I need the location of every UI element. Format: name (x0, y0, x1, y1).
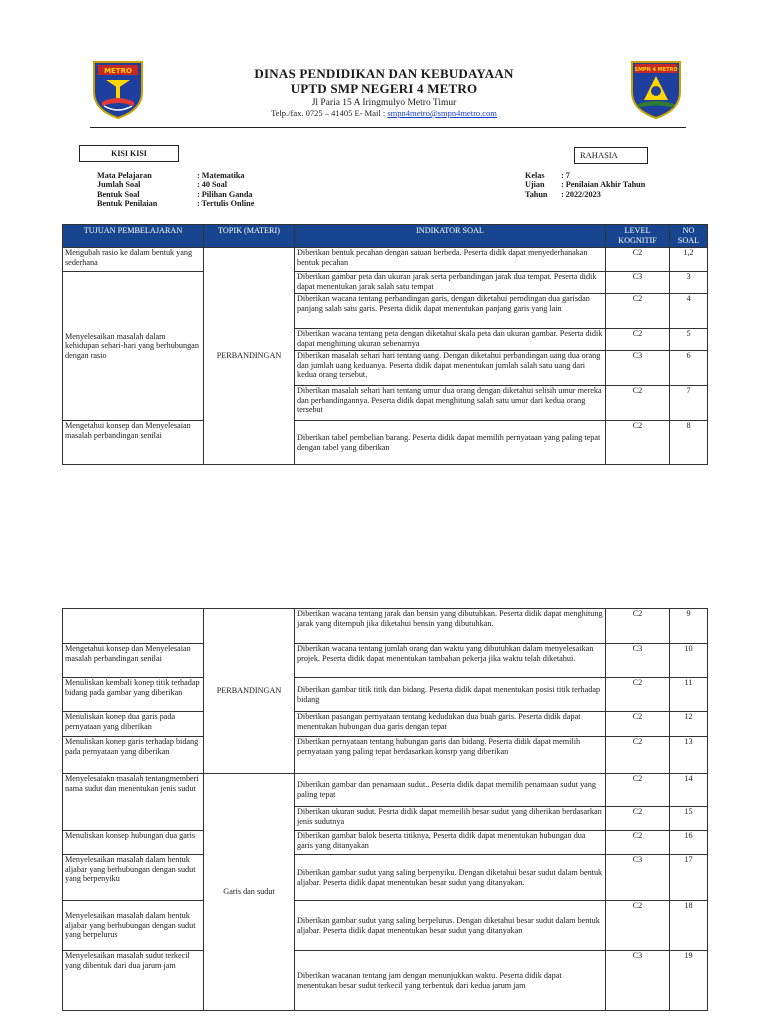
no-cell: 19 (670, 951, 708, 1011)
indikator-cell: Diberikan gambar peta dan ukuran jarak serta perbandingan jarak dua tempat. Peserta didik dapat menentukan jarak salah satu tempat (295, 272, 606, 294)
svg-text:SMPN 4 METRO: SMPN 4 METRO (634, 67, 678, 73)
indikator-cell: Diberikan gambar titik titik dan bidang. Peserta didik dapat menentukan posisi titik terhadap bidang (295, 678, 606, 712)
level-cell: C2 (606, 831, 670, 855)
tujuan-cell: Menyelesaikan masalah sudut terkecil yang dibentuk dari dua jarum jam (63, 951, 204, 1011)
level-cell: C3 (606, 272, 670, 294)
level-cell: C2 (606, 807, 670, 831)
indikator-cell: Diberikan wacana tentang jumlah orang dan waktu yang dibutuhkan dalam menyelesaikan projek. Peserta didik dapat menentukan tambahan pekerja jika waktu telah diketahui. (295, 644, 606, 678)
level-cell: C2 (606, 737, 670, 774)
topik-cell: PERBANDINGAN (204, 248, 295, 465)
indikator-cell: Diberikan wacana tentang perbandingan garis, dengan diketahui perndingan dua garisdan panjang salah satu garis. Peserta didik dapat menentukan panjang garis yang lain (295, 294, 606, 329)
indikator-cell: Diberikan pernyataan tentang hubungan garis dan bidang. Peserta didik dapat memilih pernyataan yang paling tepat berdasarkan konsrp yang diberikan (295, 737, 606, 774)
level-cell: C2 (606, 294, 670, 329)
topik-cell: Garis dan sudut (204, 774, 295, 1011)
indikator-cell: Diberikan masalah sehari hari tentang umur dua orang dengan diketahui selisih umur mereka dan perbandingannya. Peserta didik dapat menghitung salah satu umur dari kedua orang tersebut (295, 386, 606, 421)
tujuan-cell: Menyelesaikan masalah dalam kehidupan sehari-hari yang berhubungan dengan rasio (63, 272, 204, 421)
tujuan-cell: Menuliskan kembali konep titik terhadap bidang pada gambar yang diberikan (63, 678, 204, 712)
table-row (63, 737, 708, 774)
no-cell: 16 (670, 831, 708, 855)
col-header-indikator: INDIKATOR SOAL (295, 225, 606, 248)
level-cell: C2 (606, 678, 670, 712)
kisi-kisi-table-2 (62, 608, 708, 1011)
no-cell: 7 (670, 386, 708, 421)
meta-value: : Pilihan Ganda (197, 189, 253, 199)
tujuan-cell: Menuliskan konsep hubungan dua garis (63, 831, 204, 855)
table-row (63, 831, 708, 855)
svg-text:METRO: METRO (104, 67, 132, 75)
meta-right-values (561, 171, 645, 199)
meta-label: Jumlah Soal (97, 180, 141, 190)
no-cell: 14 (670, 774, 708, 807)
indikator-cell: Diberikan wacana tentang peta dengan diketahui skala peta dan ukuran gambar. Peserta didik dapat menghitung ukuran sebenarnya (295, 329, 606, 351)
table-row (63, 951, 708, 1011)
meta-right-labels (525, 171, 547, 199)
level-cell: C3 (606, 855, 670, 901)
no-cell: 10 (670, 644, 708, 678)
table-row (63, 272, 708, 294)
no-cell: 17 (670, 855, 708, 901)
col-header-tujuan: TUJUAN PEMBELAJARAN (63, 225, 204, 248)
level-cell: C3 (606, 951, 670, 1011)
meta-label: Bentuk Penilaian (97, 198, 158, 208)
meta-value: : Tertulis Online (197, 198, 255, 208)
level-cell: C2 (606, 329, 670, 351)
no-cell: 4 (670, 294, 708, 329)
table-row (63, 644, 708, 678)
level-cell: C2 (606, 386, 670, 421)
no-cell: 5 (670, 329, 708, 351)
smpn4-school-emblem (630, 58, 682, 120)
indikator-cell: Diberikan gambar balok beserta titiknya, Peserta didik dapat menentukan hubungan dua garis yang ditanyakan (295, 831, 606, 855)
no-cell: 3 (670, 272, 708, 294)
no-cell: 15 (670, 807, 708, 831)
meta-label: Kelas (525, 171, 545, 180)
rahasia-label: RAHASIA (574, 147, 648, 164)
level-cell: C2 (606, 712, 670, 737)
meta-value: : 2022/2023 (561, 189, 601, 199)
no-cell: 13 (670, 737, 708, 774)
tujuan-cell: Menuliskan konep dua garis pada pernyataan yang diberikan (63, 712, 204, 737)
meta-label: Ujian (525, 180, 545, 190)
header-divider (90, 127, 686, 128)
tujuan-cell (63, 609, 204, 644)
level-cell: C3 (606, 351, 670, 386)
level-cell: C2 (606, 421, 670, 465)
no-cell: 1,2 (670, 248, 708, 272)
contact-prefix: Telp./fax. 0725 – 41405 E- Mail : (271, 108, 388, 118)
col-header-topik: TOPIK (MATERI) (204, 225, 295, 248)
no-cell: 6 (670, 351, 708, 386)
metro-city-emblem (92, 58, 144, 120)
tujuan-cell: Menyelesaikan masalah dalam bentuk aljabar yang berhubungan dengan sudut yang berpelurus (63, 901, 204, 951)
col-header-no: NO SOAL (670, 225, 708, 248)
school-contact (160, 108, 608, 118)
indikator-cell: Diberikan masalah sehari hari tentang uang. Dengan diketahui perbandingan uang dua orang dan jumlah uang keduanya. Peserta didik dapat menentukan jumlah salah satu uang dari kedua orang tersebut. (295, 351, 606, 386)
meta-value: : Matematika (197, 171, 245, 180)
table-row (63, 609, 708, 644)
no-cell: 12 (670, 712, 708, 737)
table-row (63, 712, 708, 737)
table-header-row (63, 225, 708, 248)
no-cell: 11 (670, 678, 708, 712)
kisi-kisi-label: KISI KISI (79, 145, 179, 162)
table-row (63, 901, 708, 951)
indikator-cell: Diberikan tabel pembelian barang. Peserta didik dapat memilih pernyataan yang paling tepat dengan tabel yang diberikan (295, 421, 606, 465)
col-header-level: LEVEL KOGNITIF (606, 225, 670, 248)
level-cell: C2 (606, 901, 670, 951)
meta-value: : Penilaian Akhir Tahun (561, 180, 646, 190)
table-row (63, 248, 708, 272)
meta-left-labels (97, 171, 157, 208)
level-cell: C3 (606, 644, 670, 678)
meta-label: Bentuk Soal (97, 189, 140, 199)
no-cell: 18 (670, 901, 708, 951)
meta-value: : 7 (561, 171, 570, 180)
kisi-kisi-table-1 (62, 224, 708, 465)
no-cell: 8 (670, 421, 708, 465)
indikator-cell: Diberikan gambar dan penamaan sudut.. Peserta didik dapat memilih penamaan sudut yang paling tepat (295, 774, 606, 807)
table-row (63, 774, 708, 807)
tujuan-cell: Menyelesaikan masalah dalam bentuk aljabar yang berhubungan dengan sudut yang berpenyiku (63, 855, 204, 901)
table-row (63, 855, 708, 901)
table-row (63, 678, 708, 712)
level-cell: C2 (606, 774, 670, 807)
no-cell: 9 (670, 609, 708, 644)
tujuan-cell: Mengetahui konsep dan Menyelesaian masalah perbandingan senilai (63, 644, 204, 678)
indikator-cell: Diberikan bentuk pecahan dengan satuan berbeda. Peserta didik dapat menyederhanakan bentuk pecahan (295, 248, 606, 272)
indikator-cell: Diberikan pasangan pernyataan tentang kedudukan dua buah garis. Peserta didik dapat menentukan hubungan dua garis dengan tepat (295, 712, 606, 737)
meta-label: Tahun (525, 189, 548, 199)
topik-cell: PERBANDINGAN (204, 609, 295, 774)
tujuan-cell: Menuliskan konep garis terhadap bidang pada pernyataan yang diberikan (63, 737, 204, 774)
level-cell: C2 (606, 248, 670, 272)
school-address: Jl Paria 15 A Iringmulyo Metro Timur (311, 98, 457, 108)
school-title: UPTD SMP NEGERI 4 METRO (290, 81, 478, 96)
tujuan-cell: Menyelesaiakn masalah tentangmemberi nama sudut dan menentukan jenis sudut (63, 774, 204, 831)
indikator-cell: Diberikan gambar sudut yang saling berpenyiku. Dengan diketahui besar sudut dalam bentuk aljabar. Peserta didik dapat menentukan besar sudut yang ditanyakan. (295, 855, 606, 901)
tujuan-cell: Mengetahui konsep dan Menyelesaian masalah perbandingan senilai (63, 421, 204, 465)
indikator-cell: Diberikan gambar sudut yang saling berpelurus. Dengan diketahui besar sudut dalam bentuk aljabar. Peserta didik dapat menentukan besar sudut yang ditanyakan (295, 901, 606, 951)
email-link[interactable]: smpn4metro@smpn4metro.com (387, 108, 497, 118)
tujuan-cell: Mengubah rasio ke dalam bentuk yang sederhana (63, 248, 204, 272)
level-cell: C2 (606, 609, 670, 644)
indikator-cell: Diberikan wacanan tentang jam dengan menunjukkan waktu. Peserta didik dapat menentukan besar sudut terkecil yang terbentuk dari kedua jarum jam (295, 951, 606, 1011)
indikator-cell: Diberikan ukuran sudut. Pesrta didik dapat memeilih besar sudut yang diberikan berdasarkan jenis sudutnya (295, 807, 606, 831)
agency-title: DINAS PENDIDIKAN DAN KEBUDAYAAN (254, 66, 514, 81)
indikator-cell: Diberikan wacana tentang jarak dan bensin yang dibutuhkan. Peserta didik dapat menghitung jarak yang ditempuh jika diketahui bensin yang dibutuhkan. (295, 609, 606, 644)
meta-label: Mata Pelajaran (97, 171, 152, 180)
meta-left-values (197, 171, 254, 208)
meta-value: : 40 Soal (197, 180, 228, 190)
table-row (63, 421, 708, 465)
